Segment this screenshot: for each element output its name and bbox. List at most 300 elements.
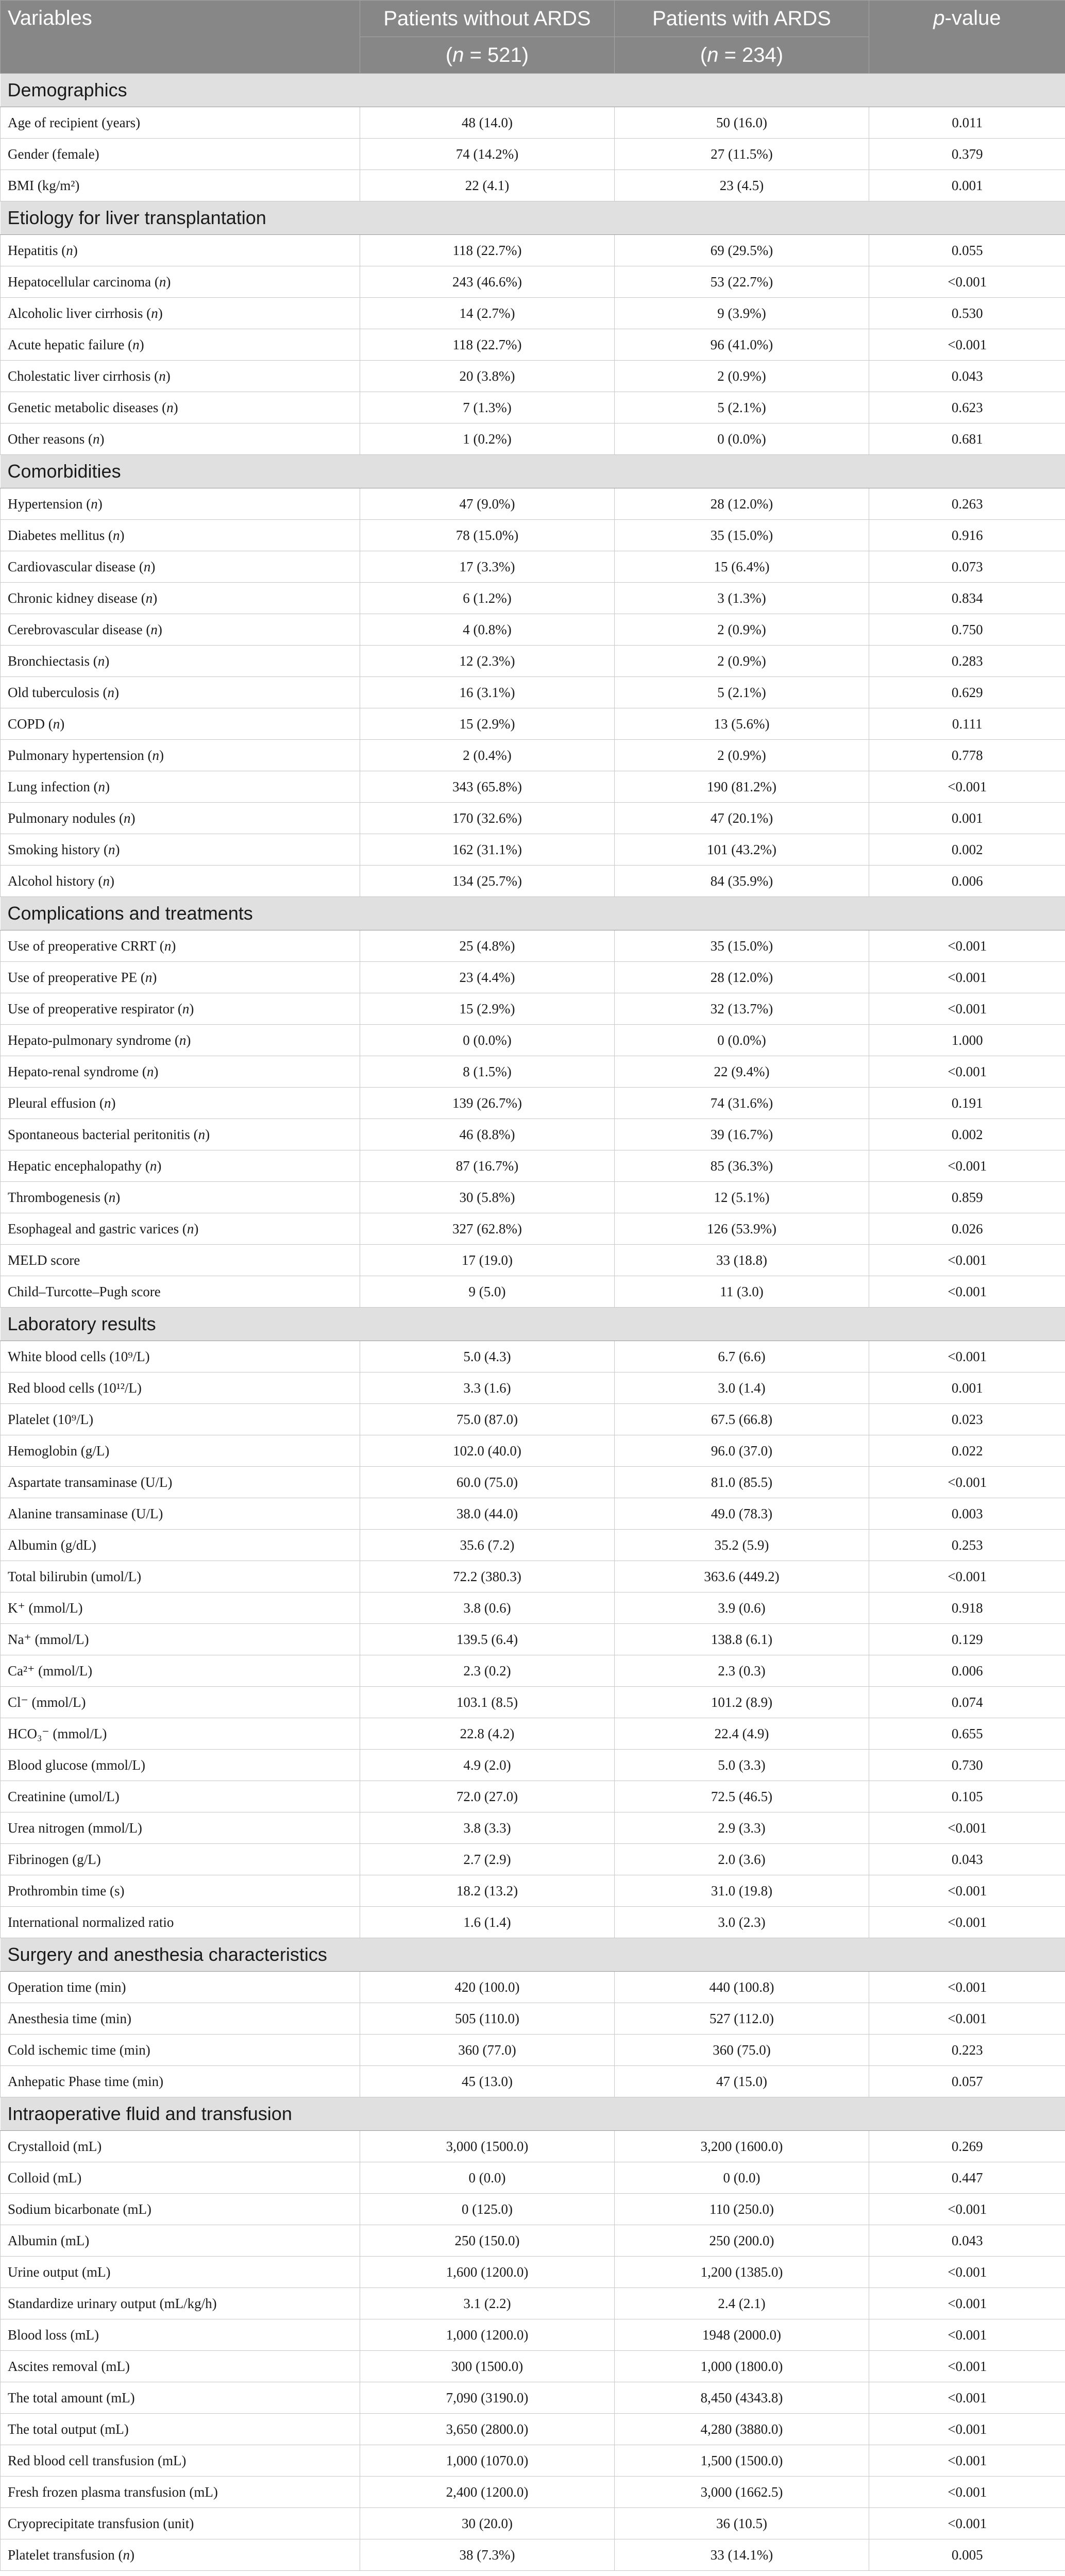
p-value-cell: <0.001 xyxy=(869,266,1065,298)
p-value-cell: 0.223 xyxy=(869,2035,1065,2066)
p-value-cell: 0.629 xyxy=(869,677,1065,708)
p-value-cell: <0.001 xyxy=(869,1875,1065,1907)
table-row xyxy=(1,1907,1065,1938)
without-ards-cell: 2,400 (1200.0) xyxy=(360,2477,615,2508)
table-row xyxy=(1,1750,1065,1781)
table-row xyxy=(1,423,1065,455)
with-ards-cell: 72.5 (46.5) xyxy=(615,1781,869,1812)
table-row xyxy=(1,866,1065,897)
p-value-cell: 0.002 xyxy=(869,834,1065,866)
table-row xyxy=(1,2351,1065,2382)
table-row xyxy=(1,1561,1065,1592)
table-row xyxy=(1,2003,1065,2035)
variable-cell: Red blood cells (10¹²/L) xyxy=(1,1372,360,1404)
with-ards-cell: 1,200 (1385.0) xyxy=(615,2257,869,2288)
table-row xyxy=(1,2319,1065,2351)
table-row xyxy=(1,583,1065,614)
without-ards-cell: 17 (3.3%) xyxy=(360,551,615,583)
variable-cell: Use of preoperative PE (n) xyxy=(1,962,360,993)
variable-cell: Esophageal and gastric varices (n) xyxy=(1,1213,360,1245)
variable-cell: Crystalloid (mL) xyxy=(1,2131,360,2162)
with-ards-cell: 440 (100.8) xyxy=(615,1972,869,2003)
table-row xyxy=(1,1435,1065,1467)
with-ards-cell: 1,500 (1500.0) xyxy=(615,2445,869,2477)
without-ards-cell: 74 (14.2%) xyxy=(360,139,615,170)
variable-cell: Prothrombin time (s) xyxy=(1,1875,360,1907)
variable-cell: Red blood cell transfusion (mL) xyxy=(1,2445,360,2477)
table-row xyxy=(1,520,1065,551)
p-value-cell: 0.022 xyxy=(869,1435,1065,1467)
p-value-cell: 0.073 xyxy=(869,551,1065,583)
without-ards-cell: 505 (110.0) xyxy=(360,2003,615,2035)
with-ards-cell: 101.2 (8.9) xyxy=(615,1687,869,1718)
with-ards-cell: 3.0 (1.4) xyxy=(615,1372,869,1404)
variable-cell: Ascites removal (mL) xyxy=(1,2351,360,2382)
with-ards-cell: 2.3 (0.3) xyxy=(615,1655,869,1687)
p-value-cell: 0.001 xyxy=(869,803,1065,834)
with-ards-cell: 74 (31.6%) xyxy=(615,1088,869,1119)
with-ards-cell: 2 (0.9%) xyxy=(615,361,869,392)
table-row xyxy=(1,2194,1065,2225)
section-header-row xyxy=(1,201,1065,235)
without-ards-cell: 2.3 (0.2) xyxy=(360,1655,615,1687)
with-ards-cell: 2 (0.9%) xyxy=(615,614,869,646)
table-row xyxy=(1,646,1065,677)
p-value-cell: 0.778 xyxy=(869,740,1065,771)
table-row xyxy=(1,361,1065,392)
with-ards-cell: 1948 (2000.0) xyxy=(615,2319,869,2351)
p-value-cell: 0.530 xyxy=(869,298,1065,329)
table-row xyxy=(1,1341,1065,1372)
with-ards-cell: 31.0 (19.8) xyxy=(615,1875,869,1907)
p-value-cell: <0.001 xyxy=(869,2445,1065,2477)
table-row xyxy=(1,2539,1065,2571)
variable-cell: Hepatitis (n) xyxy=(1,235,360,266)
table-row xyxy=(1,2035,1065,2066)
p-value-cell: <0.001 xyxy=(869,1276,1065,1308)
without-ards-cell: 60.0 (75.0) xyxy=(360,1467,615,1498)
with-ards-cell: 84 (35.9%) xyxy=(615,866,869,897)
without-ards-cell: 47 (9.0%) xyxy=(360,488,615,520)
variable-cell: Albumin (g/dL) xyxy=(1,1530,360,1561)
with-ards-cell: 23 (4.5) xyxy=(615,170,869,201)
p-value-cell: <0.001 xyxy=(869,2477,1065,2508)
without-ards-cell: 118 (22.7%) xyxy=(360,329,615,361)
table-row xyxy=(1,298,1065,329)
without-ards-cell: 22.8 (4.2) xyxy=(360,1718,615,1750)
with-ards-cell: 96 (41.0%) xyxy=(615,329,869,361)
without-ards-cell: 1,000 (1070.0) xyxy=(360,2445,615,2477)
variable-cell: Hemoglobin (g/L) xyxy=(1,1435,360,1467)
without-ards-cell: 30 (20.0) xyxy=(360,2508,615,2539)
variable-cell: Smoking history (n) xyxy=(1,834,360,866)
p-value-cell: 0.447 xyxy=(869,2162,1065,2194)
without-ards-cell: 4.9 (2.0) xyxy=(360,1750,615,1781)
variable-cell: Total bilirubin (umol/L) xyxy=(1,1561,360,1592)
variable-cell: Spontaneous bacterial peritonitis (n) xyxy=(1,1119,360,1150)
table-row xyxy=(1,708,1065,740)
variable-cell: Cryoprecipitate transfusion (unit) xyxy=(1,2508,360,2539)
variable-cell: Sodium bicarbonate (mL) xyxy=(1,2194,360,2225)
with-ards-cell: 85 (36.3%) xyxy=(615,1150,869,1182)
without-ards-cell: 15 (2.9%) xyxy=(360,708,615,740)
table-row xyxy=(1,139,1065,170)
without-ards-cell: 118 (22.7%) xyxy=(360,235,615,266)
table-row xyxy=(1,1592,1065,1624)
without-ards-cell: 3,650 (2800.0) xyxy=(360,2414,615,2445)
table-row xyxy=(1,235,1065,266)
p-value-cell: 0.074 xyxy=(869,1687,1065,1718)
without-ards-cell: 343 (65.8%) xyxy=(360,771,615,803)
with-ards-cell: 22.4 (4.9) xyxy=(615,1718,869,1750)
with-ards-cell: 3 (1.3%) xyxy=(615,583,869,614)
p-value-cell: 0.111 xyxy=(869,708,1065,740)
without-ards-cell: 15 (2.9%) xyxy=(360,993,615,1025)
p-value-cell: <0.001 xyxy=(869,1467,1065,1498)
table-row xyxy=(1,1025,1065,1056)
p-value-cell: <0.001 xyxy=(869,2257,1065,2288)
table-row xyxy=(1,771,1065,803)
table-row xyxy=(1,2414,1065,2445)
p-value-cell: <0.001 xyxy=(869,2382,1065,2414)
variable-cell: Operation time (min) xyxy=(1,1972,360,2003)
variable-cell: Bronchiectasis (n) xyxy=(1,646,360,677)
variable-cell: Cerebrovascular disease (n) xyxy=(1,614,360,646)
variable-cell: Cl⁻ (mmol/L) xyxy=(1,1687,360,1718)
with-ards-cell: 69 (29.5%) xyxy=(615,235,869,266)
p-value-cell: 0.002 xyxy=(869,1119,1065,1150)
variable-cell: Alcohol history (n) xyxy=(1,866,360,897)
table-row xyxy=(1,551,1065,583)
table-row xyxy=(1,1530,1065,1561)
p-value-cell: 0.263 xyxy=(869,488,1065,520)
with-ards-cell: 22 (9.4%) xyxy=(615,1056,869,1088)
table-row xyxy=(1,488,1065,520)
table-row xyxy=(1,1467,1065,1498)
without-ards-cell: 75.0 (87.0) xyxy=(360,1404,615,1435)
variable-cell: Creatinine (umol/L) xyxy=(1,1781,360,1812)
table-row xyxy=(1,993,1065,1025)
table-row xyxy=(1,1182,1065,1213)
p-value-cell: 0.834 xyxy=(869,583,1065,614)
with-ards-cell: 33 (18.8) xyxy=(615,1245,869,1276)
with-ards-cell: 3.9 (0.6) xyxy=(615,1592,869,1624)
section-header-row xyxy=(1,2097,1065,2131)
section-header-row xyxy=(1,897,1065,930)
p-value-cell: 1.000 xyxy=(869,1025,1065,1056)
variable-cell: Chronic kidney disease (n) xyxy=(1,583,360,614)
section-title: Laboratory results xyxy=(1,1308,1065,1341)
with-ards-cell: 47 (15.0) xyxy=(615,2066,869,2097)
table-row xyxy=(1,2445,1065,2477)
table-row xyxy=(1,2131,1065,2162)
with-ards-cell: 39 (16.7%) xyxy=(615,1119,869,1150)
p-value-cell: 0.269 xyxy=(869,2131,1065,2162)
p-value-cell: 0.003 xyxy=(869,1498,1065,1530)
with-ards-cell: 5.0 (3.3) xyxy=(615,1750,869,1781)
with-ards-cell: 110 (250.0) xyxy=(615,2194,869,2225)
section-header-row xyxy=(1,1308,1065,1341)
p-value-cell: <0.001 xyxy=(869,2288,1065,2319)
variable-cell: Thrombogenesis (n) xyxy=(1,1182,360,1213)
without-ards-cell: 7 (1.3%) xyxy=(360,392,615,423)
table-row xyxy=(1,1875,1065,1907)
with-ards-cell: 3,000 (1662.5) xyxy=(615,2477,869,2508)
table-row xyxy=(1,1624,1065,1655)
with-ards-cell: 101 (43.2%) xyxy=(615,834,869,866)
p-value-cell: <0.001 xyxy=(869,1341,1065,1372)
without-ards-cell: 78 (15.0%) xyxy=(360,520,615,551)
without-ards-cell: 72.2 (380.3) xyxy=(360,1561,615,1592)
without-ards-cell: 134 (25.7%) xyxy=(360,866,615,897)
variable-cell: Cold ischemic time (min) xyxy=(1,2035,360,2066)
without-ards-cell: 23 (4.4%) xyxy=(360,962,615,993)
p-value-cell: 0.023 xyxy=(869,1404,1065,1435)
without-ards-cell: 87 (16.7%) xyxy=(360,1150,615,1182)
without-ards-cell: 1.6 (1.4) xyxy=(360,1907,615,1938)
with-ards-cell: 35.2 (5.9) xyxy=(615,1530,869,1561)
with-ards-cell: 4,280 (3880.0) xyxy=(615,2414,869,2445)
table-row xyxy=(1,1245,1065,1276)
variable-cell: Hypertension (n) xyxy=(1,488,360,520)
table-row xyxy=(1,1844,1065,1875)
variable-cell: Hepato-pulmonary syndrome (n) xyxy=(1,1025,360,1056)
p-value-cell: 0.005 xyxy=(869,2539,1065,2571)
without-ards-cell: 170 (32.6%) xyxy=(360,803,615,834)
without-ards-cell: 162 (31.1%) xyxy=(360,834,615,866)
table-row xyxy=(1,962,1065,993)
variable-cell: Hepatocellular carcinoma (n) xyxy=(1,266,360,298)
table-row xyxy=(1,1655,1065,1687)
p-value-cell: <0.001 xyxy=(869,2351,1065,2382)
without-ards-cell: 45 (13.0) xyxy=(360,2066,615,2097)
without-ards-cell: 0 (0.0) xyxy=(360,2162,615,2194)
with-ards-cell: 3,200 (1600.0) xyxy=(615,2131,869,2162)
variable-cell: Other reasons (n) xyxy=(1,423,360,455)
with-ards-cell: 28 (12.0%) xyxy=(615,962,869,993)
with-ards-cell: 15 (6.4%) xyxy=(615,551,869,583)
without-ards-cell: 3.1 (2.2) xyxy=(360,2288,615,2319)
without-ards-cell: 72.0 (27.0) xyxy=(360,1781,615,1812)
variable-cell: Diabetes mellitus (n) xyxy=(1,520,360,551)
with-ards-count: (n = 234) xyxy=(615,37,869,74)
table-row xyxy=(1,1150,1065,1182)
with-ards-cell: 363.6 (449.2) xyxy=(615,1561,869,1592)
variable-cell: Colloid (mL) xyxy=(1,2162,360,2194)
p-value-cell: 0.916 xyxy=(869,520,1065,551)
table-row xyxy=(1,2257,1065,2288)
with-ards-cell: 28 (12.0%) xyxy=(615,488,869,520)
with-ards-cell: 53 (22.7%) xyxy=(615,266,869,298)
table-row xyxy=(1,2382,1065,2414)
section-title: Comorbidities xyxy=(1,455,1065,488)
with-ards-cell: 27 (11.5%) xyxy=(615,139,869,170)
table-row xyxy=(1,1088,1065,1119)
variable-cell: Alcoholic liver cirrhosis (n) xyxy=(1,298,360,329)
with-ards-cell: 47 (20.1%) xyxy=(615,803,869,834)
with-ards-cell: 81.0 (85.5) xyxy=(615,1467,869,1498)
p-value-cell: 0.011 xyxy=(869,107,1065,139)
variable-cell: Cholestatic liver cirrhosis (n) xyxy=(1,361,360,392)
table-row xyxy=(1,2508,1065,2539)
with-ards-cell: 0 (0.0) xyxy=(615,2162,869,2194)
p-value-cell: 0.129 xyxy=(869,1624,1065,1655)
p-value-cell: <0.001 xyxy=(869,1056,1065,1088)
without-ards-cell: 5.0 (4.3) xyxy=(360,1341,615,1372)
table-row xyxy=(1,1276,1065,1308)
p-value-cell: <0.001 xyxy=(869,1561,1065,1592)
variable-cell: Albumin (mL) xyxy=(1,2225,360,2257)
variable-cell: Pleural effusion (n) xyxy=(1,1088,360,1119)
p-value-cell: 0.730 xyxy=(869,1750,1065,1781)
with-ards-cell: 0 (0.0%) xyxy=(615,423,869,455)
with-ards-cell: 9 (3.9%) xyxy=(615,298,869,329)
without-ards-cell: 12 (2.3%) xyxy=(360,646,615,677)
section-title: Intraoperative fluid and transfusion xyxy=(1,2097,1065,2131)
table-row xyxy=(1,740,1065,771)
p-value-cell: 0.043 xyxy=(869,2225,1065,2257)
variable-cell: Na⁺ (mmol/L) xyxy=(1,1624,360,1655)
with-ards-cell: 250 (200.0) xyxy=(615,2225,869,2257)
without-ards-cell: 420 (100.0) xyxy=(360,1972,615,2003)
with-ards-cell: 12 (5.1%) xyxy=(615,1182,869,1213)
without-ards-cell: 9 (5.0) xyxy=(360,1276,615,1308)
variable-cell: Platelet (10⁹/L) xyxy=(1,1404,360,1435)
section-title: Etiology for liver transplantation xyxy=(1,201,1065,235)
table-row xyxy=(1,2288,1065,2319)
variable-cell: Pulmonary nodules (n) xyxy=(1,803,360,834)
without-ards-cell: 0 (0.0%) xyxy=(360,1025,615,1056)
variable-cell: White blood cells (10⁹/L) xyxy=(1,1341,360,1372)
p-value-cell: <0.001 xyxy=(869,329,1065,361)
without-ards-cell: 102.0 (40.0) xyxy=(360,1435,615,1467)
p-value-cell: <0.001 xyxy=(869,1972,1065,2003)
table-row xyxy=(1,1812,1065,1844)
variable-cell: Blood loss (mL) xyxy=(1,2319,360,2351)
with-ards-cell: 13 (5.6%) xyxy=(615,708,869,740)
with-ards-cell: 36 (10.5) xyxy=(615,2508,869,2539)
variable-cell: The total amount (mL) xyxy=(1,2382,360,2414)
without-ards-cell: 16 (3.1%) xyxy=(360,677,615,708)
p-value-cell: <0.001 xyxy=(869,2414,1065,2445)
table-row xyxy=(1,677,1065,708)
with-ards-cell: 67.5 (66.8) xyxy=(615,1404,869,1435)
with-ards-cell: 138.8 (6.1) xyxy=(615,1624,869,1655)
without-ards-cell: 6 (1.2%) xyxy=(360,583,615,614)
without-ards-cell: 46 (8.8%) xyxy=(360,1119,615,1150)
p-value-cell: 0.918 xyxy=(869,1592,1065,1624)
variable-cell: BMI (kg/m²) xyxy=(1,170,360,201)
variables-header: Variables xyxy=(1,1,360,74)
with-ards-cell: 2.0 (3.6) xyxy=(615,1844,869,1875)
table-row xyxy=(1,1498,1065,1530)
table-body xyxy=(1,74,1065,2571)
without-ards-cell: 7,090 (3190.0) xyxy=(360,2382,615,2414)
section-header-row xyxy=(1,455,1065,488)
without-ards-cell: 250 (150.0) xyxy=(360,2225,615,2257)
without-ards-cell: 1 (0.2%) xyxy=(360,423,615,455)
with-ards-cell: 0 (0.0%) xyxy=(615,1025,869,1056)
p-value-cell: 0.055 xyxy=(869,235,1065,266)
variable-cell: Fresh frozen plasma transfusion (mL) xyxy=(1,2477,360,2508)
variable-cell: Ca²⁺ (mmol/L) xyxy=(1,1655,360,1687)
p-value-cell: 0.001 xyxy=(869,170,1065,201)
table-row xyxy=(1,1372,1065,1404)
section-header-row xyxy=(1,74,1065,107)
without-ards-cell: 300 (1500.0) xyxy=(360,2351,615,2382)
p-value-cell: <0.001 xyxy=(869,1245,1065,1276)
section-title: Complications and treatments xyxy=(1,897,1065,930)
without-ards-cell: 35.6 (7.2) xyxy=(360,1530,615,1561)
without-ards-cell: 1,600 (1200.0) xyxy=(360,2257,615,2288)
variable-cell: COPD (n) xyxy=(1,708,360,740)
variable-cell: MELD score xyxy=(1,1245,360,1276)
variable-cell: Gender (female) xyxy=(1,139,360,170)
p-value-cell: 0.859 xyxy=(869,1182,1065,1213)
p-value-cell: <0.001 xyxy=(869,930,1065,962)
with-ards-cell: 5 (2.1%) xyxy=(615,392,869,423)
without-ards-cell: 20 (3.8%) xyxy=(360,361,615,392)
with-ards-cell: 527 (112.0) xyxy=(615,2003,869,2035)
with-ards-cell: 35 (15.0%) xyxy=(615,520,869,551)
with-ards-cell: 126 (53.9%) xyxy=(615,1213,869,1245)
table-row xyxy=(1,1781,1065,1812)
section-title: Demographics xyxy=(1,74,1065,107)
p-value-cell: 0.750 xyxy=(869,614,1065,646)
variable-cell: Cardiovascular disease (n) xyxy=(1,551,360,583)
with-ards-cell: 5 (2.1%) xyxy=(615,677,869,708)
p-value-cell: 0.006 xyxy=(869,866,1065,897)
p-value-cell: 0.105 xyxy=(869,1781,1065,1812)
variable-cell: Anesthesia time (min) xyxy=(1,2003,360,2035)
without-ards-cell: 18.2 (13.2) xyxy=(360,1875,615,1907)
without-ards-cell: 38 (7.3%) xyxy=(360,2539,615,2571)
without-ards-cell: 2.7 (2.9) xyxy=(360,1844,615,1875)
without-ards-cell: 3,000 (1500.0) xyxy=(360,2131,615,2162)
variable-cell: Use of preoperative respirator (n) xyxy=(1,993,360,1025)
without-ards-cell: 3.8 (3.3) xyxy=(360,1812,615,1844)
with-ards-cell: 3.0 (2.3) xyxy=(615,1907,869,1938)
p-value-cell: 0.253 xyxy=(869,1530,1065,1561)
without-ards-cell: 243 (46.6%) xyxy=(360,266,615,298)
with-ards-cell: 1,000 (1800.0) xyxy=(615,2351,869,2382)
table-row xyxy=(1,1213,1065,1245)
table-row xyxy=(1,329,1065,361)
without-ards-cell: 38.0 (44.0) xyxy=(360,1498,615,1530)
without-ards-cell: 48 (14.0) xyxy=(360,107,615,139)
variable-cell: Age of recipient (years) xyxy=(1,107,360,139)
table-row xyxy=(1,107,1065,139)
table-row xyxy=(1,2066,1065,2097)
variable-cell: K⁺ (mmol/L) xyxy=(1,1592,360,1624)
variable-cell: Genetic metabolic diseases (n) xyxy=(1,392,360,423)
p-value-cell: 0.043 xyxy=(869,1844,1065,1875)
with-ards-cell: 2 (0.9%) xyxy=(615,740,869,771)
with-ards-cell: 49.0 (78.3) xyxy=(615,1498,869,1530)
variable-cell: Fibrinogen (g/L) xyxy=(1,1844,360,1875)
p-value-cell: <0.001 xyxy=(869,993,1065,1025)
table-row xyxy=(1,2477,1065,2508)
variable-cell: Old tuberculosis (n) xyxy=(1,677,360,708)
p-value-cell: <0.001 xyxy=(869,1907,1065,1938)
with-ards-cell: 6.7 (6.6) xyxy=(615,1341,869,1372)
table-row xyxy=(1,2225,1065,2257)
variable-cell: Urine output (mL) xyxy=(1,2257,360,2288)
without-ards-cell: 2 (0.4%) xyxy=(360,740,615,771)
with-ards-cell: 33 (14.1%) xyxy=(615,2539,869,2571)
table-row xyxy=(1,1718,1065,1750)
table-row xyxy=(1,803,1065,834)
